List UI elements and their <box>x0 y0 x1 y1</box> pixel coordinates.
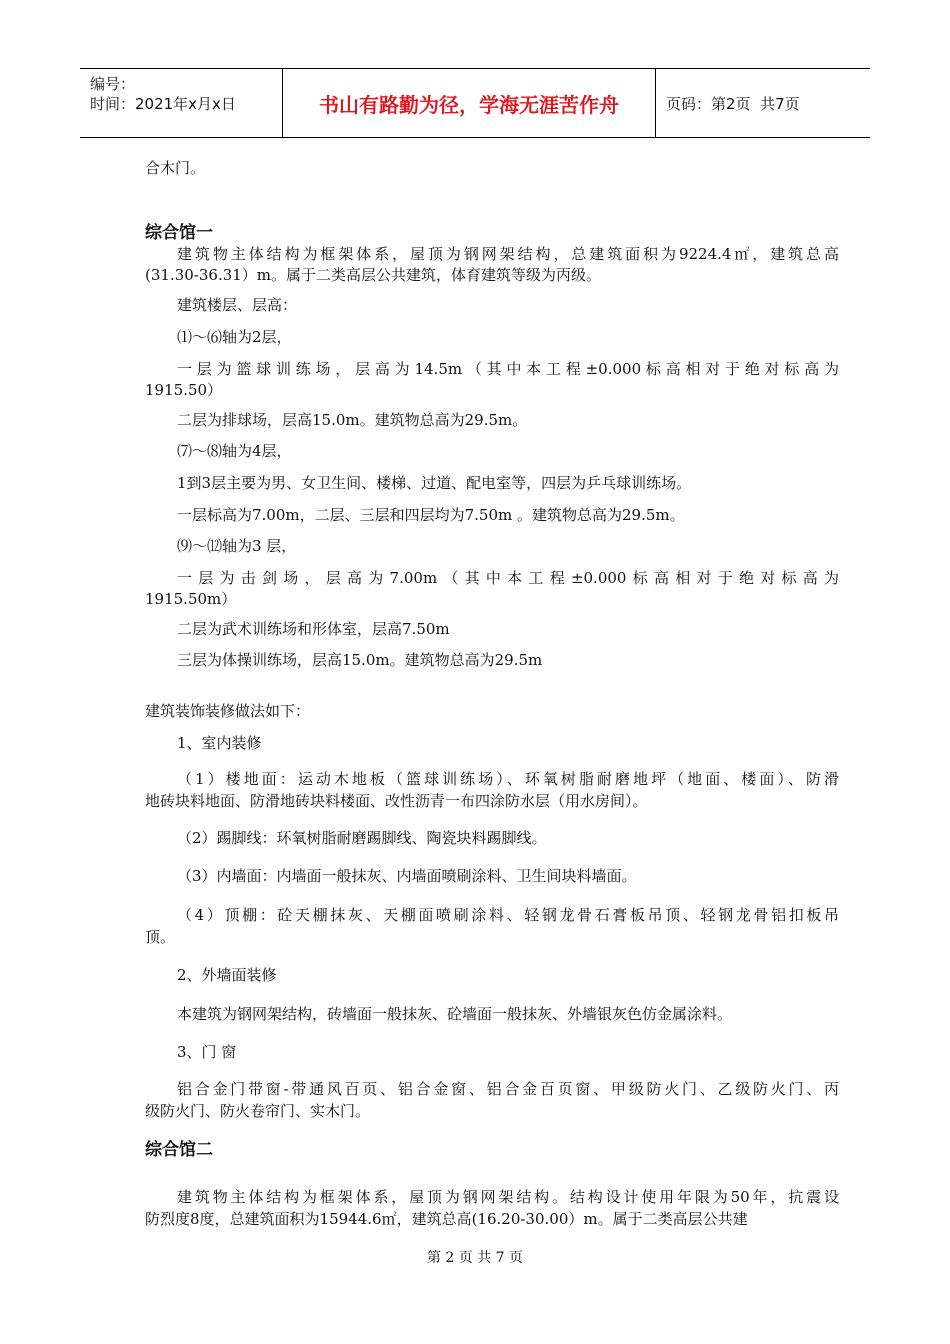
paragraph: 地砖块料地面、防滑地砖块料楼面、改性沥青一布四涂防水层（用水房间）。 <box>145 792 648 810</box>
document-header <box>80 68 870 138</box>
paragraph: 建筑物主体结构为框架体系，屋顶为钢网架结构，总建筑面积为9224.4㎡，建筑总高 <box>177 245 839 263</box>
paragraph: 1、室内装修 <box>177 734 262 752</box>
paragraph: （2）踢脚线：环氧树脂耐磨踢脚线、陶瓷块料踢脚线。 <box>177 829 547 847</box>
section-heading: 综合馆二 <box>145 1140 213 1160</box>
paragraph: ⑼～⑿轴为3 层， <box>177 537 297 555</box>
header-page-label: 页码：第2页 共7页 <box>666 94 800 113</box>
paragraph: 建筑物主体结构为框架体系，屋顶为钢网架结构。结构设计使用年限为50年，抗震设 <box>177 1188 839 1206</box>
paragraph: 合木门。 <box>145 159 206 177</box>
paragraph: 一层为篮球训练场，层高为14.5m（其中本工程±0.000标高相对于绝对标高为 <box>177 360 839 378</box>
header-meta-cell <box>80 69 283 137</box>
paragraph: 顶。 <box>145 928 176 946</box>
paragraph: 1915.50m） <box>145 590 237 608</box>
paragraph: 1到3层主要为男、女卫生间、楼梯、过道、配电室等，四层为乒乓球训练场。 <box>177 474 692 492</box>
paragraph: 铝合金门带窗-带通风百页、铝合金窗、铝合金百页窗、甲级防火门、乙级防火门、丙 <box>177 1080 839 1098</box>
paragraph: 3、门 窗 <box>177 1043 237 1061</box>
paragraph: 1915.50） <box>145 381 223 399</box>
header-motto: 书山有路勤为径，学海无涯苦作舟 <box>283 69 656 137</box>
paragraph: 建筑楼层、层高： <box>177 296 298 314</box>
section-heading: 综合馆一 <box>145 223 213 243</box>
paragraph: 一层为击剑场，层高为7.00m（其中本工程±0.000标高相对于绝对标高为 <box>177 569 839 587</box>
paragraph: （4）顶棚：砼天棚抹灰、天棚面喷刷涂料、轻钢龙骨石膏板吊顶、轻钢龙骨铝扣板吊 <box>177 906 839 924</box>
number-label: 编号： <box>90 75 136 93</box>
paragraph: 一层标高为7.00m，二层、三层和四层均为7.50m 。建筑物总高为29.5m。 <box>177 506 685 524</box>
paragraph: 三层为体操训练场，层高15.0m。建筑物总高为29.5m <box>177 651 543 669</box>
paragraph: 防烈度8度，总建筑面积为15944.6㎡，建筑总高(16.20-30.00）m。属于二类高层公共建 <box>145 1210 748 1228</box>
time-label: 时间：2021年x月x日 <box>90 95 236 113</box>
paragraph: 二层为武术训练场和形体室，层高7.50m <box>177 620 450 638</box>
paragraph: 级防火门、防火卷帘门、实木门。 <box>145 1102 371 1120</box>
paragraph: （1）楼地面：运动木地板（篮球训练场）、环氧树脂耐磨地坪（地面、楼面）、防滑 <box>177 770 839 788</box>
paragraph: （3）内墙面：内墙面一般抹灰、内墙面喷刷涂料、卫生间块料墙面。 <box>177 867 637 885</box>
paragraph: 二层为排球场，层高15.0m。建筑物总高为29.5m。 <box>177 411 528 429</box>
page-footer: 第 2 页 共 7 页 <box>426 1250 524 1266</box>
paragraph: 2、外墙面装修 <box>177 966 277 984</box>
paragraph: 建筑装饰装修做法如下： <box>145 702 311 720</box>
paragraph: (31.30-36.31）m。属于二类高层公共建筑，体育建筑等级为丙级。 <box>145 266 602 284</box>
paragraph: ⑺～⑻轴为4层， <box>177 442 292 460</box>
paragraph: 本建筑为钢网架结构，砖墙面一般抹灰、砼墙面一般抹灰、外墙银灰色仿金属涂料。 <box>177 1005 733 1023</box>
paragraph: ⑴～⑹轴为2层， <box>177 328 292 346</box>
